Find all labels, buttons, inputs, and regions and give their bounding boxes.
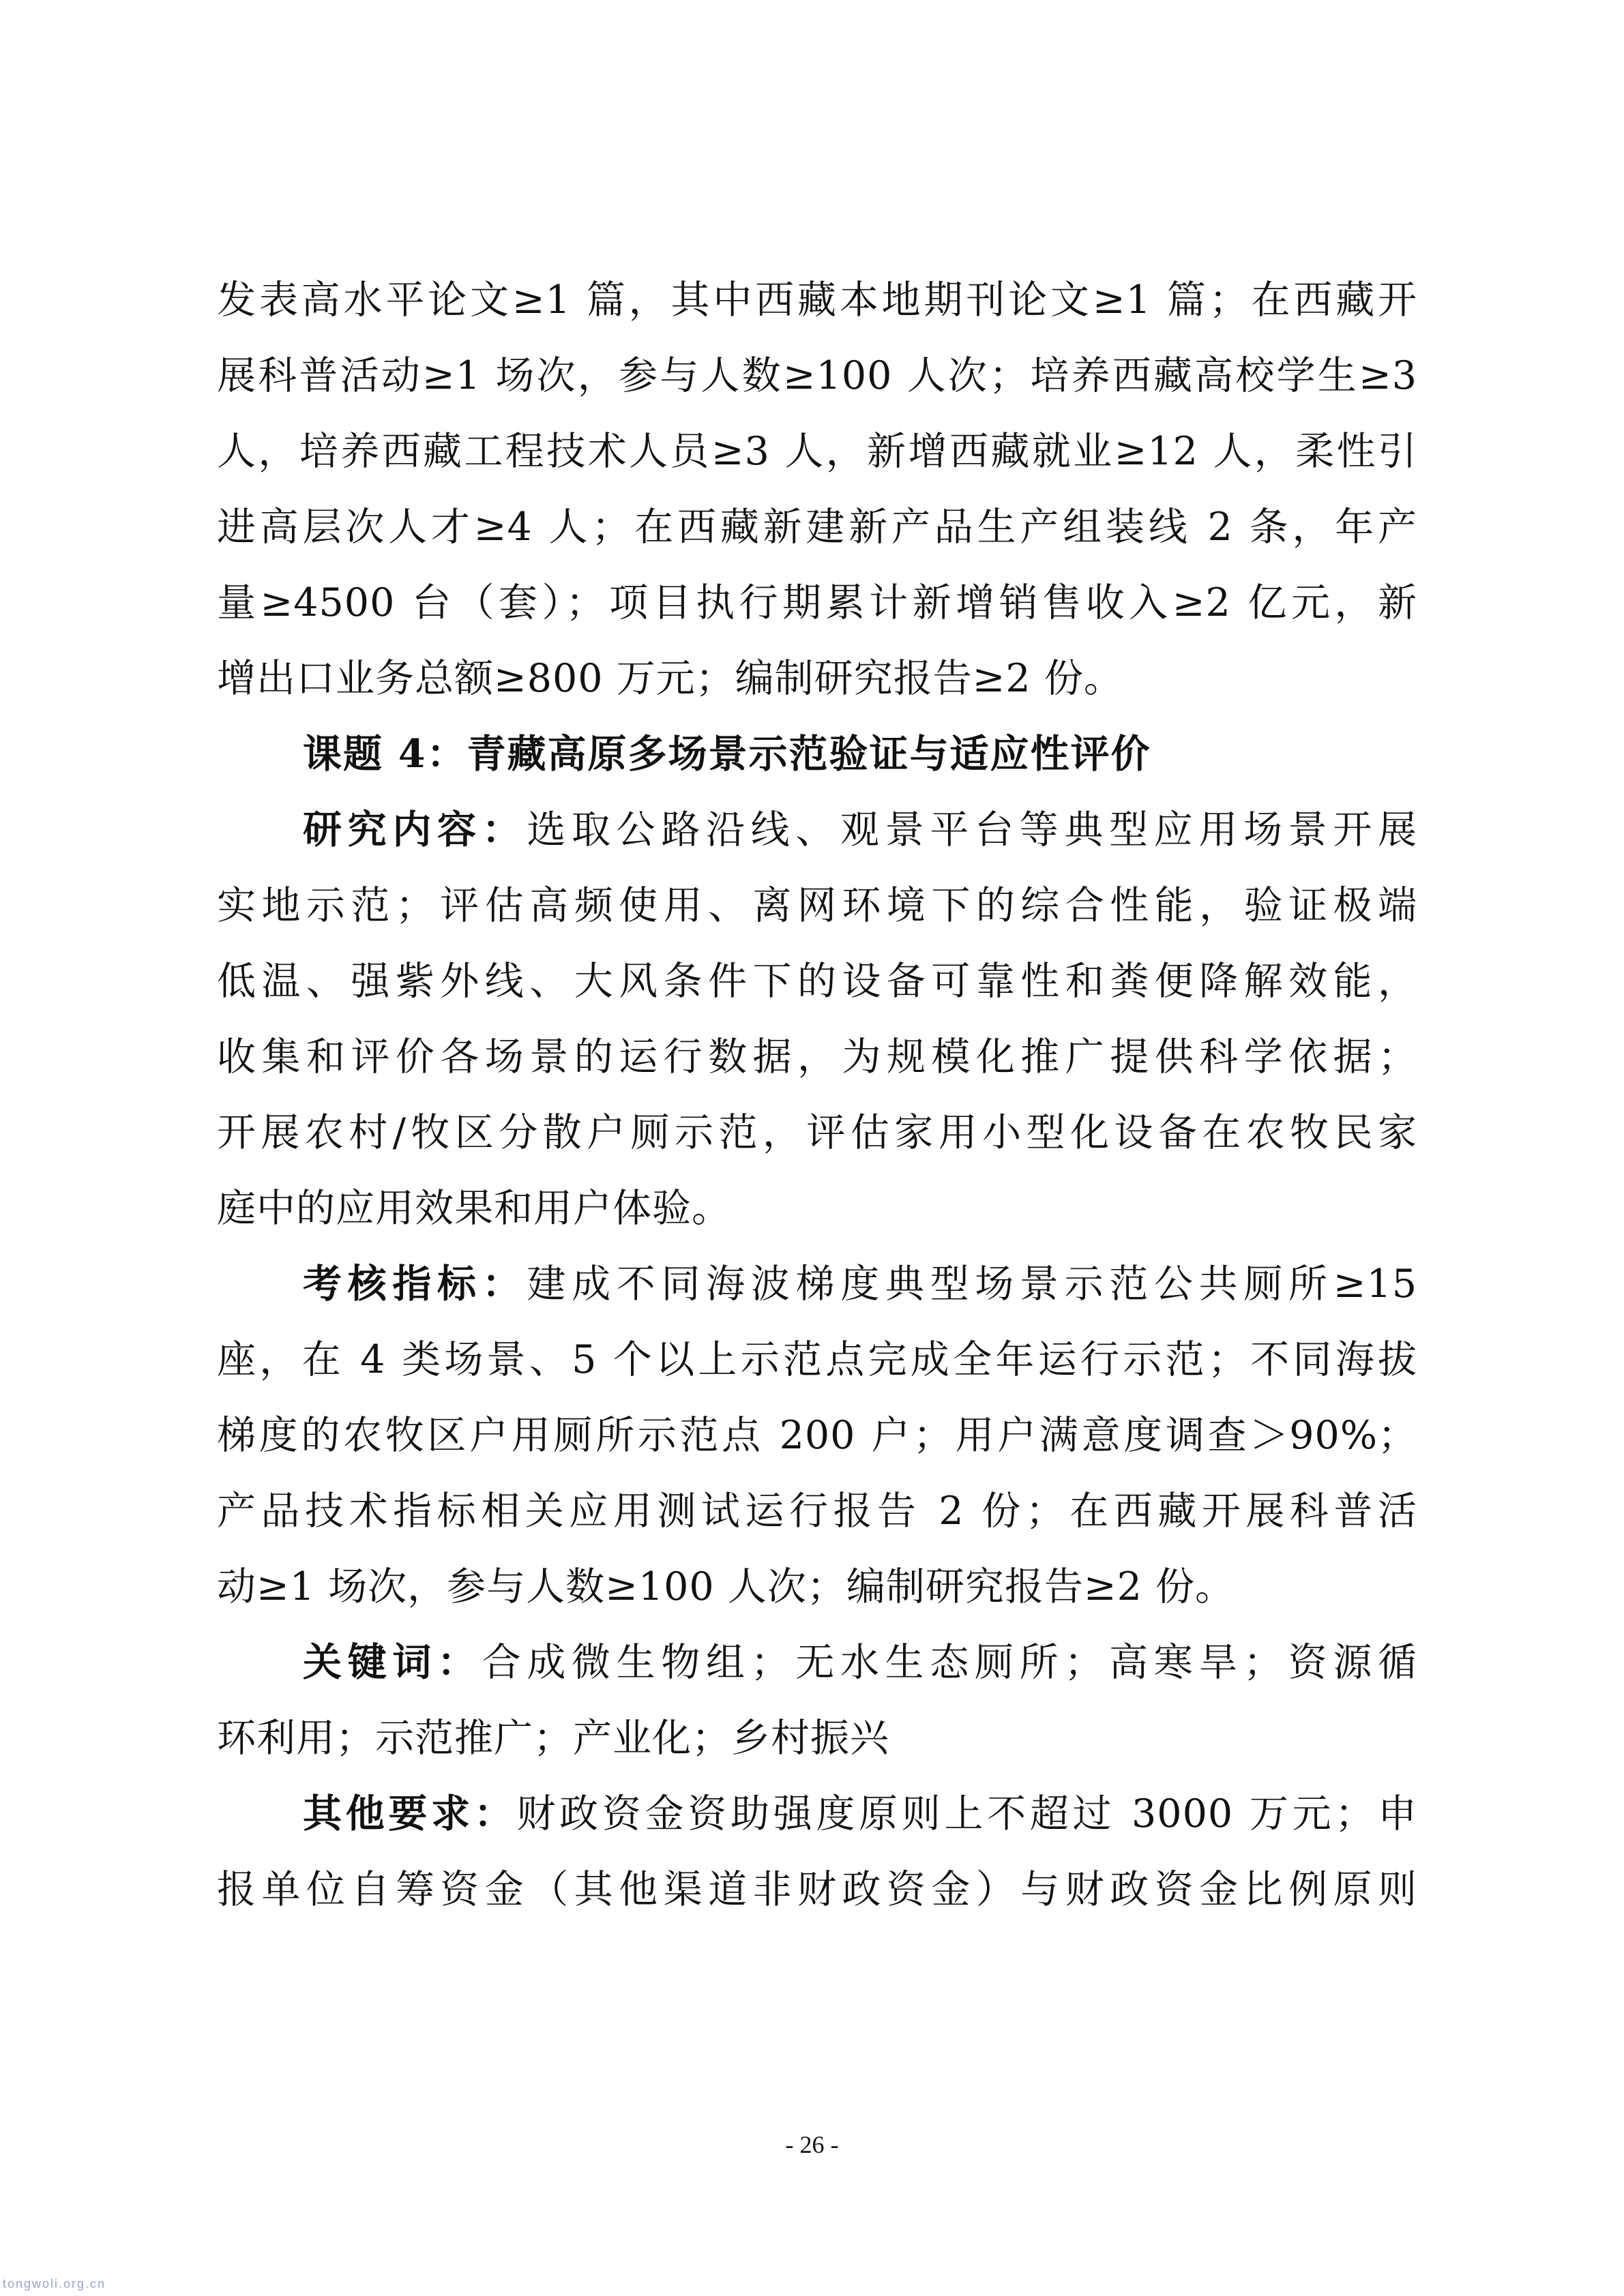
other-requirements-label: 其他要求： [303,1791,517,1836]
assessment-text: 建成不同海波梯度典型场景示范公共厕所≥15 [527,1262,1417,1307]
paragraph-line: 低温、强紫外线、大风条件下的设备可靠性和粪便降解效能， [217,959,1417,1004]
paragraph-line: 展科普活动≥1 场次，参与人数≥100 人次；培养西藏高校学生≥3 [217,353,1417,398]
assessment-label: 考核指标： [303,1261,527,1307]
paragraph-line: 人，培养西藏工程技术人员≥3 人，新增西藏就业≥12 人，柔性引 [217,429,1417,474]
paragraph-line: 梯度的农牧区户用厕所示范点 200 户；用户满意度调查＞90%； [217,1413,1417,1458]
other-requirements-text: 财政资金资助强度原则上不超过 3000 万元；申 [516,1791,1418,1836]
other-requirements-first-line [303,1787,1417,1841]
paragraph-line: 动≥1 场次，参与人数≥100 人次；编制研究报告≥2 份。 [217,1564,1235,1609]
page-number: - 26 - [785,2131,839,2158]
paragraph-line: 产品技术指标相关应用测试运行报告 2 份；在西藏开展科普活 [217,1489,1417,1534]
assessment-first-line [303,1257,1417,1311]
keywords-text: 合成微生物组；无水生态厕所；高寒旱；资源循 [482,1640,1418,1685]
research-content-first-line [303,803,1417,857]
paragraph-line: 进高层次人才≥4 人；在西藏新建新产品生产组装线 2 条，年产 [217,505,1417,550]
paragraph-line: 实地示范；评估高频使用、离网环境下的综合性能，验证极端 [217,883,1417,928]
keywords-first-line [303,1635,1417,1690]
keywords-label: 关键词： [303,1639,482,1685]
paragraph-line: 开展农村/牧区分散户厕示范，评估家用小型化设备在农牧民家 [217,1110,1417,1155]
paragraph-line: 报单位自筹资金（其他渠道非财政资金）与财政资金比例原则 [217,1867,1417,1912]
research-content-label: 研究内容： [303,807,527,852]
paragraph-line: 发表高水平论文≥1 篇，其中西藏本地期刊论文≥1 篇；在西藏开 [217,278,1417,323]
paragraph-line: 量≥4500 台（套）；项目执行期累计新增销售收入≥2 亿元，新 [217,580,1417,625]
research-content-text: 选取公路沿线、观景平台等典型应用场景开展 [527,807,1418,852]
paragraph-line: 增出口业务总额≥800 万元；编制研究报告≥2 份。 [217,656,1123,701]
watermark-text: tongwoli.org.cn [3,2277,106,2291]
section-heading: 课题 4：青藏高原多场景示范验证与适应性评价 [303,731,1151,777]
paragraph-line: 环利用；示范推广；产业化；乡村振兴 [217,1716,889,1761]
paragraph-line: 收集和评价各场景的运行数据，为规模化推广提供科学依据； [217,1034,1417,1079]
paragraph-line: 座，在 4 类场景、5 个以上示范点完成全年运行示范；不同海拔 [217,1337,1417,1382]
paragraph-line: 庭中的应用效果和用户体验。 [217,1186,731,1231]
